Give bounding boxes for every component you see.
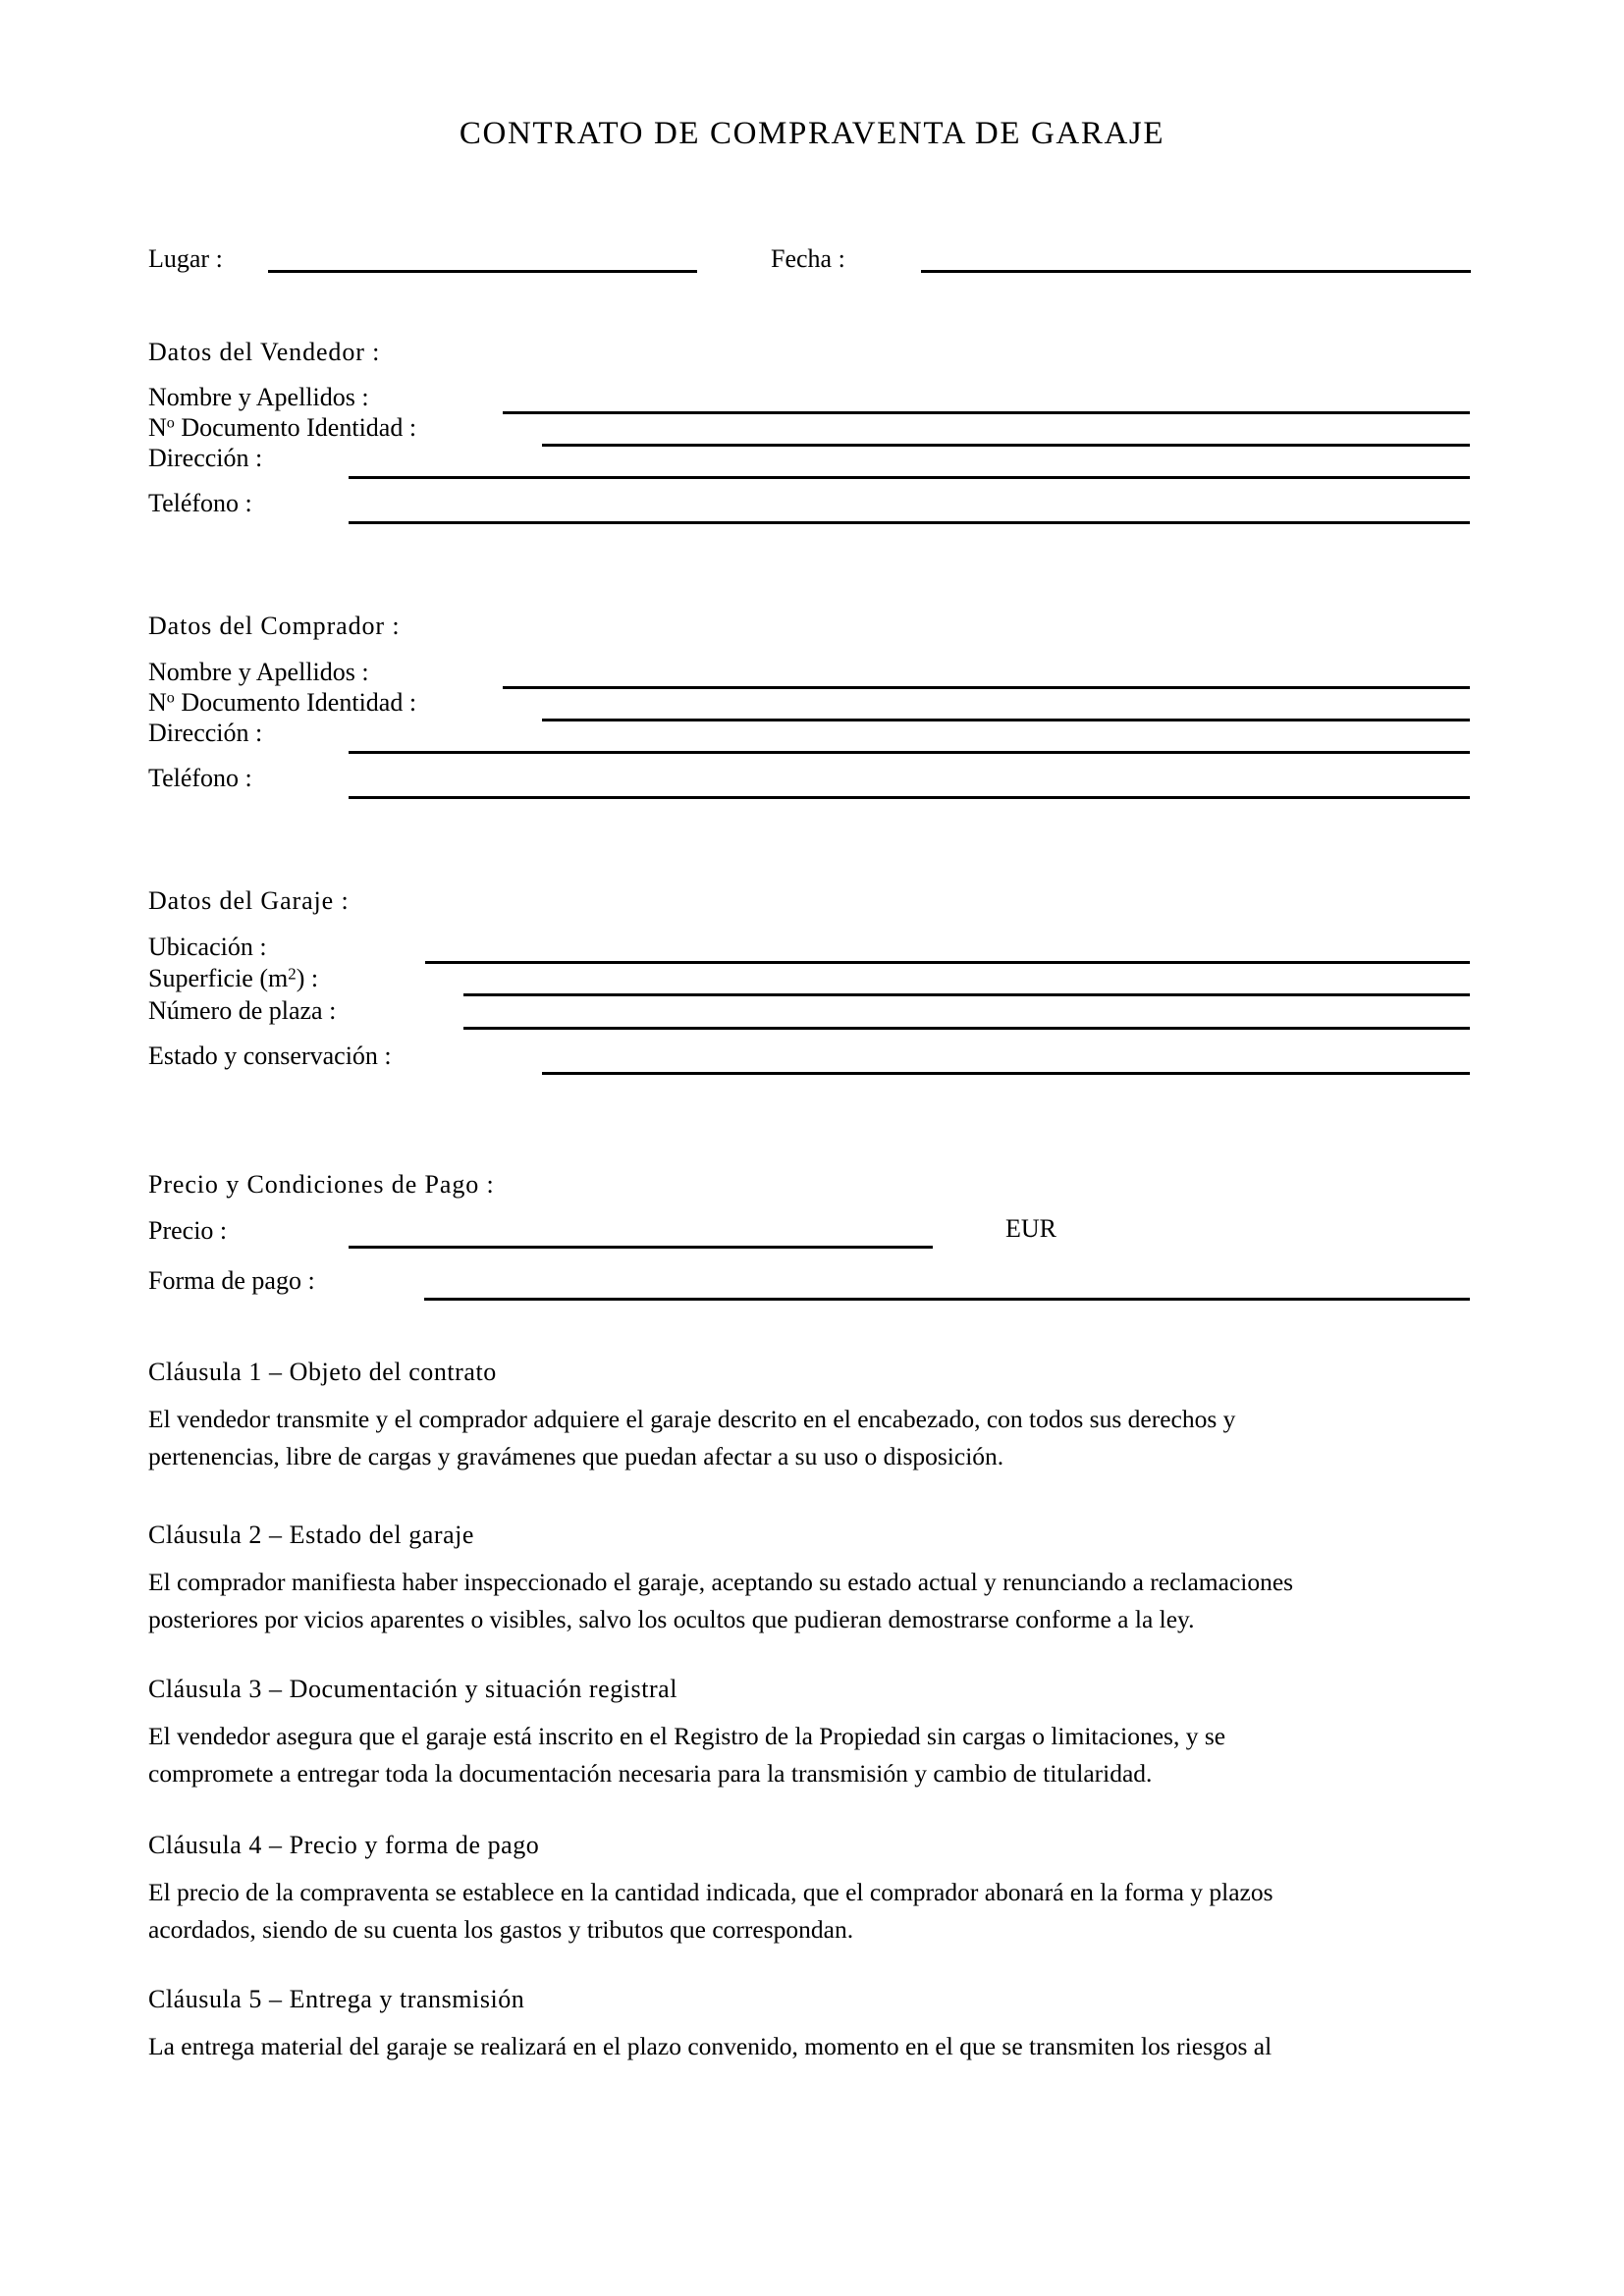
clause-5-line-1: La entrega material del garaje se realizará en el plazo convenido, momento en el que se transmiten los riesgos al: [148, 2032, 1272, 2060]
buyer-documento-input-rule[interactable]: [542, 719, 1470, 721]
garage-superficie-label-post: ) :: [296, 964, 319, 992]
ordinal-superscript-icon: o: [166, 414, 175, 432]
clause-3-line-1: El vendedor asegura que el garaje está inscrito en el Registro de la Propiedad sin cargas o limitaciones, y se: [148, 1722, 1226, 1750]
seller-telefono-label: Teléfono :: [148, 489, 252, 517]
seller-telefono-input-rule[interactable]: [349, 521, 1470, 524]
garage-estado-input-rule[interactable]: [542, 1072, 1470, 1075]
clause-3-line-2: compromete a entregar toda la documentación necesaria para la transmisión y cambio de titularidad.: [148, 1759, 1153, 1788]
buyer-nombre-input-rule[interactable]: [503, 686, 1470, 689]
garage-section-heading: Datos del Garaje :: [148, 886, 350, 915]
ordinal-superscript-icon: o: [166, 689, 175, 707]
buyer-documento-label: [148, 688, 416, 718]
clause-2-line-1: El comprador manifiesta haber inspeccionado el garaje, aceptando su estado actual y renunciando a reclamaciones: [148, 1568, 1294, 1596]
clause-4-line-2: acordados, siendo de su cuenta los gastos y tributos que correspondan.: [148, 1915, 854, 1944]
seller-documento-label-pre: N: [148, 413, 167, 442]
buyer-direccion-input-rule[interactable]: [349, 751, 1470, 754]
seller-nombre-input-rule[interactable]: [503, 411, 1470, 414]
clause-1-heading: Cláusula 1 – Objeto del contrato: [148, 1358, 497, 1386]
buyer-telefono-input-rule[interactable]: [349, 796, 1470, 799]
buyer-nombre-label: Nombre y Apellidos :: [148, 658, 369, 686]
clause-1-line-2: pertenencias, libre de cargas y gravámenes que puedan afectar a su uso o disposición.: [148, 1442, 1004, 1470]
buyer-documento-label-pre: N: [148, 688, 167, 717]
forma-pago-label: Forma de pago :: [148, 1266, 315, 1295]
clause-1-line-1: El vendedor transmite y el comprador adquiere el garaje descrito en el encabezado, con todos sus derechos y: [148, 1405, 1236, 1433]
clause-2-body: [148, 1564, 1293, 1638]
page-title: CONTRATO DE COMPRAVENTA DE GARAJE: [459, 116, 1165, 151]
lugar-label: Lugar :: [148, 244, 223, 273]
price-section-heading: Precio y Condiciones de Pago :: [148, 1170, 495, 1199]
clause-5-body: [148, 2028, 1272, 2065]
seller-direccion-label: Dirección :: [148, 444, 263, 472]
garage-ubicacion-input-rule[interactable]: [425, 961, 1470, 964]
seller-direccion-input-rule[interactable]: [349, 476, 1470, 479]
seller-documento-label-post: Documento Identidad :: [174, 413, 417, 442]
garage-numero-plaza-label: Número de plaza :: [148, 996, 337, 1025]
garage-numero-plaza-input-rule[interactable]: [463, 1027, 1470, 1030]
garage-estado-label: Estado y conservación :: [148, 1041, 392, 1070]
buyer-direccion-label: Dirección :: [148, 719, 263, 747]
seller-section-heading: Datos del Vendedor :: [148, 338, 381, 366]
square-superscript-icon: 2: [288, 964, 297, 984]
buyer-section-heading: Datos del Comprador :: [148, 612, 401, 640]
currency-label: EUR: [1005, 1214, 1056, 1243]
clause-4-heading: Cláusula 4 – Precio y forma de pago: [148, 1831, 540, 1859]
clause-3-body: [148, 1718, 1225, 1792]
forma-pago-input-rule[interactable]: [424, 1298, 1470, 1301]
buyer-documento-label-post: Documento Identidad :: [174, 688, 417, 717]
fecha-label: Fecha :: [771, 244, 845, 273]
clause-3-heading: Cláusula 3 – Documentación y situación registral: [148, 1675, 678, 1703]
clause-2-line-2: posteriores por vicios aparentes o visibles, salvo los ocultos que pudieran demostrarse conforme a la ley.: [148, 1605, 1195, 1633]
seller-documento-input-rule[interactable]: [542, 444, 1470, 447]
buyer-telefono-label: Teléfono :: [148, 764, 252, 792]
garage-superficie-label: [148, 964, 318, 993]
clause-5-heading: Cláusula 5 – Entrega y transmisión: [148, 1985, 525, 2013]
seller-documento-label: [148, 413, 416, 443]
precio-input-rule[interactable]: [349, 1246, 933, 1249]
lugar-input-rule[interactable]: [268, 270, 697, 273]
precio-label: Precio :: [148, 1216, 228, 1245]
seller-nombre-label: Nombre y Apellidos :: [148, 383, 369, 411]
garage-superficie-label-pre: Superficie (m: [148, 964, 289, 992]
fecha-input-rule[interactable]: [921, 270, 1471, 273]
clause-2-heading: Cláusula 2 – Estado del garaje: [148, 1521, 475, 1549]
garage-superficie-input-rule[interactable]: [463, 993, 1470, 996]
garage-ubicacion-label: Ubicación :: [148, 933, 267, 961]
clause-1-body: [148, 1401, 1235, 1475]
clause-4-line-1: El precio de la compraventa se establece en la cantidad indicada, que el comprador abonará en la forma y plazos: [148, 1878, 1273, 1906]
clause-4-body: [148, 1874, 1273, 1949]
